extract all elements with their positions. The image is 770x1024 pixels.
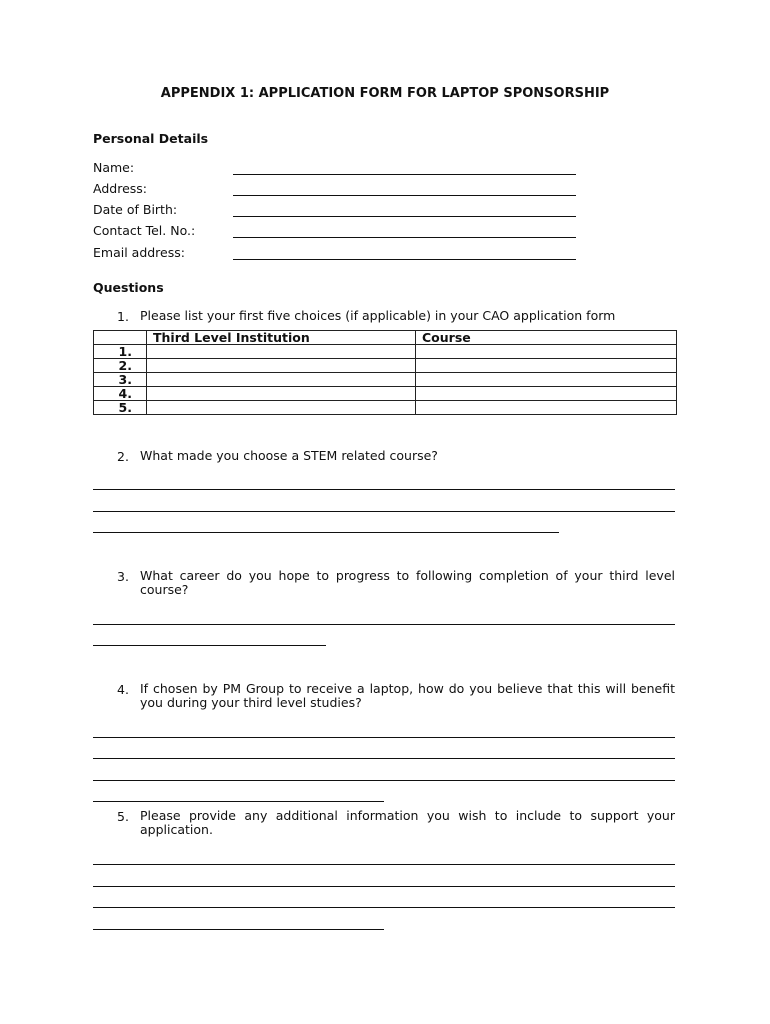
q2-answer-line[interactable] xyxy=(93,489,675,490)
q1-text: Please list your first five choices (if applicable) in your CAO application form xyxy=(140,308,616,323)
table-row xyxy=(94,359,677,373)
dob-label: Date of Birth: xyxy=(93,202,178,217)
course-cell[interactable] xyxy=(416,387,677,401)
institution-cell[interactable] xyxy=(147,345,416,359)
personal-details-heading: Personal Details xyxy=(93,131,209,146)
table-row xyxy=(94,401,677,415)
cao-choices-table xyxy=(93,330,677,415)
name-field-line[interactable] xyxy=(233,174,576,175)
row-number: 5. xyxy=(94,401,147,415)
q4-answer-line[interactable] xyxy=(93,801,384,802)
email-label: Email address: xyxy=(93,245,185,260)
course-header: Course xyxy=(416,331,677,345)
q5-answer-line[interactable] xyxy=(93,907,675,908)
q4-answer-line[interactable] xyxy=(93,758,675,759)
address-field-line[interactable] xyxy=(233,195,576,196)
q5-number: 5. xyxy=(117,809,129,824)
q4-answer-line[interactable] xyxy=(93,780,675,781)
q5-text: Please provide any additional information you wish to include to support your application. xyxy=(140,808,675,837)
q3-answer-line[interactable] xyxy=(93,645,326,646)
row-number: 4. xyxy=(94,387,147,401)
q2-answer-line[interactable] xyxy=(93,532,559,533)
row-number: 3. xyxy=(94,373,147,387)
contact-label: Contact Tel. No.: xyxy=(93,223,196,238)
table-row xyxy=(94,345,677,359)
table-header-row xyxy=(94,331,677,345)
table-corner-cell xyxy=(94,331,147,345)
institution-cell[interactable] xyxy=(147,373,416,387)
row-number: 2. xyxy=(94,359,147,373)
q4-answer-line[interactable] xyxy=(93,737,675,738)
row-number: 1. xyxy=(94,345,147,359)
course-cell[interactable] xyxy=(416,373,677,387)
q2-text: What made you choose a STEM related course? xyxy=(140,448,438,463)
institution-header: Third Level Institution xyxy=(147,331,416,345)
contact-field-line[interactable] xyxy=(233,237,576,238)
institution-cell[interactable] xyxy=(147,387,416,401)
email-field-line[interactable] xyxy=(233,259,576,260)
institution-cell[interactable] xyxy=(147,359,416,373)
q2-number: 2. xyxy=(117,449,129,464)
q5-answer-line[interactable] xyxy=(93,929,384,930)
course-cell[interactable] xyxy=(416,359,677,373)
q4-text: If chosen by PM Group to receive a laptop, how do you believe that this will benefit you during your third level studies? xyxy=(140,681,675,710)
address-label: Address: xyxy=(93,181,147,196)
course-cell[interactable] xyxy=(416,345,677,359)
dob-field-line[interactable] xyxy=(233,216,576,217)
q3-answer-line[interactable] xyxy=(93,624,675,625)
form-title: APPENDIX 1: APPLICATION FORM FOR LAPTOP SPONSORSHIP xyxy=(160,86,610,101)
q3-text: What career do you hope to progress to following completion of your third level course? xyxy=(140,568,675,597)
q4-number: 4. xyxy=(117,682,129,697)
table-row xyxy=(94,373,677,387)
institution-cell[interactable] xyxy=(147,401,416,415)
q3-number: 3. xyxy=(117,569,129,584)
table-row xyxy=(94,387,677,401)
questions-heading: Questions xyxy=(93,280,164,295)
course-cell[interactable] xyxy=(416,401,677,415)
q2-answer-line[interactable] xyxy=(93,511,675,512)
q5-answer-line[interactable] xyxy=(93,886,675,887)
name-label: Name: xyxy=(93,160,135,175)
q5-answer-line[interactable] xyxy=(93,864,675,865)
q1-number: 1. xyxy=(117,309,129,324)
